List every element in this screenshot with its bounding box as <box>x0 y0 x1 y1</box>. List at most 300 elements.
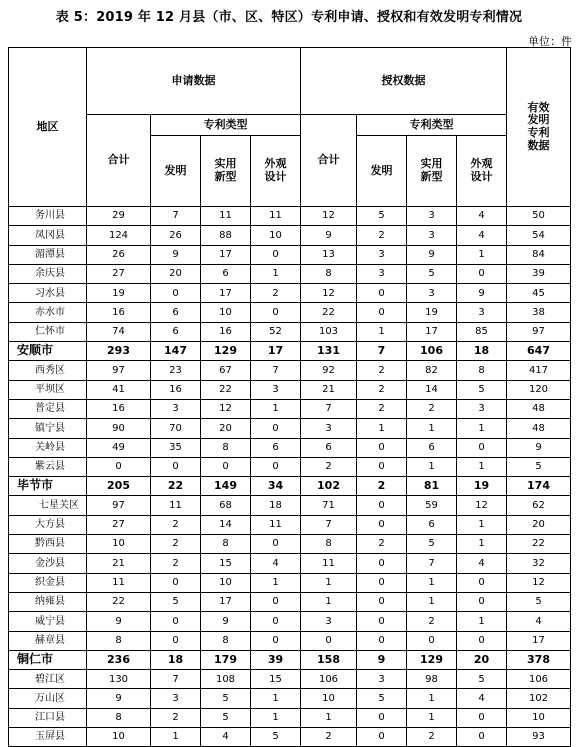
value-cell: 3 <box>357 245 407 264</box>
table-row <box>9 728 571 747</box>
header-region: 地区 <box>9 48 87 207</box>
value-cell: 1 <box>151 728 201 747</box>
value-cell: 129 <box>407 650 457 669</box>
value-cell: 10 <box>251 226 301 245</box>
value-cell: 0 <box>457 438 507 457</box>
value-cell: 0 <box>457 264 507 283</box>
value-cell: 17 <box>507 631 571 650</box>
table-row <box>9 207 571 226</box>
value-cell: 62 <box>507 496 571 515</box>
header-apply-utility <box>201 136 251 207</box>
value-cell: 378 <box>507 650 571 669</box>
value-cell: 1 <box>301 708 357 727</box>
header-grant-design <box>457 136 507 207</box>
value-cell: 9 <box>407 245 457 264</box>
value-cell: 3 <box>407 226 457 245</box>
value-cell: 2 <box>357 226 407 245</box>
value-cell: 70 <box>151 419 201 438</box>
region-name-cell: 赤水市 <box>9 303 87 322</box>
value-cell: 8 <box>87 708 151 727</box>
value-cell: 52 <box>251 322 301 341</box>
value-cell: 647 <box>507 342 571 361</box>
value-cell: 8 <box>201 631 251 650</box>
value-cell: 68 <box>201 496 251 515</box>
table-row <box>9 303 571 322</box>
table-row <box>9 361 571 380</box>
table-row <box>9 399 571 418</box>
value-cell: 7 <box>151 207 201 226</box>
value-cell: 81 <box>407 477 457 496</box>
patent-table <box>8 47 571 747</box>
value-cell: 17 <box>201 284 251 303</box>
value-cell: 149 <box>201 477 251 496</box>
value-cell: 12 <box>301 207 357 226</box>
value-cell: 12 <box>201 399 251 418</box>
header-grant-invention: 发明 <box>357 136 407 207</box>
value-cell: 0 <box>357 554 407 573</box>
value-cell: 98 <box>407 670 457 689</box>
value-cell: 1 <box>251 399 301 418</box>
city-row <box>9 342 571 361</box>
value-cell: 10 <box>507 708 571 727</box>
value-cell: 0 <box>357 457 407 476</box>
value-cell: 27 <box>87 264 151 283</box>
value-cell: 20 <box>201 419 251 438</box>
value-cell: 4 <box>251 554 301 573</box>
value-cell: 22 <box>87 592 151 611</box>
value-cell: 0 <box>357 438 407 457</box>
value-cell: 71 <box>301 496 357 515</box>
value-cell: 174 <box>507 477 571 496</box>
value-cell: 22 <box>301 303 357 322</box>
region-name-cell: 西秀区 <box>9 361 87 380</box>
value-cell: 0 <box>251 245 301 264</box>
value-cell: 6 <box>407 515 457 534</box>
table-row <box>9 496 571 515</box>
table-row <box>9 689 571 708</box>
value-cell: 5 <box>507 457 571 476</box>
value-cell: 97 <box>507 322 571 341</box>
region-name-cell: 赫章县 <box>9 631 87 650</box>
value-cell: 17 <box>201 245 251 264</box>
table-row <box>9 573 571 592</box>
value-cell: 5 <box>407 264 457 283</box>
unit-label: 单位：件 <box>528 35 572 48</box>
value-cell: 0 <box>457 631 507 650</box>
table-row <box>9 592 571 611</box>
value-cell: 26 <box>151 226 201 245</box>
header-apply: 申请数据 <box>87 48 301 115</box>
value-cell: 5 <box>251 728 301 747</box>
value-cell: 5 <box>357 689 407 708</box>
value-cell: 129 <box>201 342 251 361</box>
value-cell: 0 <box>151 457 201 476</box>
value-cell: 2 <box>357 535 407 554</box>
value-cell: 20 <box>507 515 571 534</box>
value-cell: 0 <box>357 592 407 611</box>
value-cell: 17 <box>251 342 301 361</box>
value-cell: 7 <box>251 361 301 380</box>
value-cell: 8 <box>87 631 151 650</box>
value-cell: 1 <box>407 457 457 476</box>
value-cell: 17 <box>407 322 457 341</box>
value-cell: 19 <box>407 303 457 322</box>
value-cell: 35 <box>151 438 201 457</box>
value-cell: 0 <box>357 496 407 515</box>
value-cell: 8 <box>457 361 507 380</box>
header-grant-utility <box>407 136 457 207</box>
value-cell: 0 <box>357 573 407 592</box>
region-name-cell: 镇宁县 <box>9 419 87 438</box>
value-cell: 34 <box>251 477 301 496</box>
table-row <box>9 457 571 476</box>
value-cell: 10 <box>201 573 251 592</box>
value-cell: 2 <box>357 477 407 496</box>
value-cell: 6 <box>151 303 201 322</box>
region-name-cell: 务川县 <box>9 207 87 226</box>
value-cell: 179 <box>201 650 251 669</box>
table-row <box>9 515 571 534</box>
value-cell: 15 <box>201 554 251 573</box>
value-cell: 9 <box>457 284 507 303</box>
region-name-cell: 铜仁市 <box>9 650 87 669</box>
value-cell: 4 <box>457 689 507 708</box>
header-apply-invention: 发明 <box>151 136 201 207</box>
city-row <box>9 650 571 669</box>
value-cell: 4 <box>507 612 571 631</box>
table-row <box>9 438 571 457</box>
value-cell: 2 <box>151 535 201 554</box>
region-name-cell: 碧江区 <box>9 670 87 689</box>
value-cell: 12 <box>457 496 507 515</box>
value-cell: 2 <box>251 284 301 303</box>
value-cell: 21 <box>87 554 151 573</box>
value-cell: 8 <box>301 264 357 283</box>
value-cell: 16 <box>201 322 251 341</box>
value-cell: 22 <box>151 477 201 496</box>
value-cell: 1 <box>457 612 507 631</box>
value-cell: 7 <box>407 554 457 573</box>
value-cell: 4 <box>457 554 507 573</box>
value-cell: 0 <box>357 708 407 727</box>
value-cell: 18 <box>251 496 301 515</box>
value-cell: 14 <box>201 515 251 534</box>
value-cell: 88 <box>201 226 251 245</box>
value-cell: 7 <box>301 515 357 534</box>
value-cell: 2 <box>301 728 357 747</box>
value-cell: 3 <box>151 689 201 708</box>
value-cell: 97 <box>87 361 151 380</box>
value-cell: 22 <box>507 535 571 554</box>
value-cell: 3 <box>407 207 457 226</box>
region-name-cell: 金沙县 <box>9 554 87 573</box>
region-name-cell: 大方县 <box>9 515 87 534</box>
value-cell: 39 <box>251 650 301 669</box>
value-cell: 1 <box>251 689 301 708</box>
value-cell: 9 <box>87 612 151 631</box>
value-cell: 1 <box>301 592 357 611</box>
value-cell: 92 <box>301 361 357 380</box>
value-cell: 236 <box>87 650 151 669</box>
value-cell: 2 <box>357 380 407 399</box>
value-cell: 0 <box>407 631 457 650</box>
value-cell: 0 <box>357 612 407 631</box>
value-cell: 82 <box>407 361 457 380</box>
value-cell: 2 <box>151 554 201 573</box>
value-cell: 2 <box>357 361 407 380</box>
value-cell: 4 <box>457 207 507 226</box>
value-cell: 6 <box>151 322 201 341</box>
table-row <box>9 708 571 727</box>
header-grant-type: 专利类型 <box>357 115 507 136</box>
value-cell: 23 <box>151 361 201 380</box>
table-row <box>9 670 571 689</box>
value-cell: 93 <box>507 728 571 747</box>
value-cell: 10 <box>87 728 151 747</box>
value-cell: 0 <box>151 612 201 631</box>
header-grant: 授权数据 <box>301 48 507 115</box>
header-apply-utility-text: 实用新型 <box>214 157 237 183</box>
value-cell: 85 <box>457 322 507 341</box>
value-cell: 11 <box>87 573 151 592</box>
value-cell: 5 <box>201 708 251 727</box>
value-cell: 48 <box>507 419 571 438</box>
value-cell: 11 <box>251 207 301 226</box>
region-name-cell: 玉屏县 <box>9 728 87 747</box>
value-cell: 7 <box>301 399 357 418</box>
value-cell: 0 <box>251 631 301 650</box>
value-cell: 103 <box>301 322 357 341</box>
table-row <box>9 380 571 399</box>
value-cell: 130 <box>87 670 151 689</box>
value-cell: 1 <box>457 457 507 476</box>
table-row <box>9 631 571 650</box>
value-cell: 124 <box>87 226 151 245</box>
value-cell: 8 <box>301 535 357 554</box>
value-cell: 1 <box>251 264 301 283</box>
value-cell: 293 <box>87 342 151 361</box>
header-valid-invention <box>507 48 571 207</box>
value-cell: 14 <box>407 380 457 399</box>
region-name-cell: 凤冈县 <box>9 226 87 245</box>
value-cell: 147 <box>151 342 201 361</box>
value-cell: 54 <box>507 226 571 245</box>
value-cell: 0 <box>357 631 407 650</box>
value-cell: 45 <box>507 284 571 303</box>
table-body <box>9 207 571 747</box>
value-cell: 41 <box>87 380 151 399</box>
value-cell: 6 <box>251 438 301 457</box>
region-name-cell: 普定县 <box>9 399 87 418</box>
value-cell: 48 <box>507 399 571 418</box>
value-cell: 84 <box>507 245 571 264</box>
region-name-cell: 湄潭县 <box>9 245 87 264</box>
value-cell: 0 <box>251 457 301 476</box>
value-cell: 0 <box>357 284 407 303</box>
value-cell: 9 <box>87 689 151 708</box>
value-cell: 0 <box>457 708 507 727</box>
table-row <box>9 284 571 303</box>
value-cell: 16 <box>87 303 151 322</box>
value-cell: 2 <box>407 728 457 747</box>
region-name-cell: 余庆县 <box>9 264 87 283</box>
value-cell: 3 <box>151 399 201 418</box>
value-cell: 2 <box>357 399 407 418</box>
header-grant-total: 合计 <box>301 115 357 207</box>
value-cell: 2 <box>151 515 201 534</box>
value-cell: 1 <box>457 515 507 534</box>
value-cell: 5 <box>357 207 407 226</box>
value-cell: 16 <box>87 399 151 418</box>
value-cell: 3 <box>357 670 407 689</box>
value-cell: 2 <box>407 612 457 631</box>
value-cell: 16 <box>151 380 201 399</box>
value-cell: 5 <box>151 592 201 611</box>
value-cell: 205 <box>87 477 151 496</box>
header-grant-design-text: 外观设计 <box>470 157 493 183</box>
region-name-cell: 纳雍县 <box>9 592 87 611</box>
value-cell: 90 <box>87 419 151 438</box>
region-name-cell: 习水县 <box>9 284 87 303</box>
header-apply-design <box>251 136 301 207</box>
table-row <box>9 535 571 554</box>
value-cell: 3 <box>407 284 457 303</box>
value-cell: 1 <box>407 708 457 727</box>
value-cell: 3 <box>301 612 357 631</box>
value-cell: 0 <box>357 515 407 534</box>
value-cell: 9 <box>151 245 201 264</box>
value-cell: 21 <box>301 380 357 399</box>
value-cell: 29 <box>87 207 151 226</box>
value-cell: 158 <box>301 650 357 669</box>
value-cell: 1 <box>457 419 507 438</box>
value-cell: 0 <box>357 728 407 747</box>
value-cell: 0 <box>87 457 151 476</box>
value-cell: 50 <box>507 207 571 226</box>
value-cell: 1 <box>357 419 407 438</box>
value-cell: 6 <box>407 438 457 457</box>
value-cell: 1 <box>407 592 457 611</box>
value-cell: 39 <box>507 264 571 283</box>
value-cell: 0 <box>151 284 201 303</box>
value-cell: 11 <box>201 207 251 226</box>
value-cell: 12 <box>301 284 357 303</box>
table-row <box>9 612 571 631</box>
value-cell: 0 <box>301 631 357 650</box>
value-cell: 7 <box>151 670 201 689</box>
value-cell: 8 <box>201 438 251 457</box>
region-name-cell: 万山区 <box>9 689 87 708</box>
value-cell: 67 <box>201 361 251 380</box>
region-name-cell: 紫云县 <box>9 457 87 476</box>
value-cell: 1 <box>457 535 507 554</box>
table-row <box>9 264 571 283</box>
region-name-cell: 威宁县 <box>9 612 87 631</box>
value-cell: 12 <box>507 573 571 592</box>
value-cell: 3 <box>457 399 507 418</box>
value-cell: 0 <box>251 535 301 554</box>
value-cell: 102 <box>301 477 357 496</box>
value-cell: 2 <box>407 399 457 418</box>
value-cell: 1 <box>407 689 457 708</box>
region-name-cell: 平坝区 <box>9 380 87 399</box>
value-cell: 27 <box>87 515 151 534</box>
header-valid-text: 有效发明专利数据 <box>527 100 550 152</box>
value-cell: 97 <box>87 496 151 515</box>
value-cell: 5 <box>457 380 507 399</box>
value-cell: 9 <box>201 612 251 631</box>
value-cell: 11 <box>151 496 201 515</box>
value-cell: 5 <box>457 670 507 689</box>
region-name-cell: 安顺市 <box>9 342 87 361</box>
value-cell: 17 <box>201 592 251 611</box>
value-cell: 4 <box>457 226 507 245</box>
value-cell: 3 <box>457 303 507 322</box>
city-row <box>9 477 571 496</box>
value-cell: 10 <box>87 535 151 554</box>
value-cell: 10 <box>201 303 251 322</box>
value-cell: 108 <box>201 670 251 689</box>
value-cell: 0 <box>151 573 201 592</box>
value-cell: 0 <box>457 728 507 747</box>
value-cell: 102 <box>507 689 571 708</box>
value-cell: 59 <box>407 496 457 515</box>
value-cell: 7 <box>357 342 407 361</box>
value-cell: 1 <box>357 322 407 341</box>
value-cell: 106 <box>301 670 357 689</box>
value-cell: 5 <box>201 689 251 708</box>
value-cell: 0 <box>457 592 507 611</box>
value-cell: 49 <box>87 438 151 457</box>
value-cell: 3 <box>357 264 407 283</box>
value-cell: 9 <box>507 438 571 457</box>
table-row <box>9 226 571 245</box>
value-cell: 1 <box>301 573 357 592</box>
value-cell: 18 <box>457 342 507 361</box>
value-cell: 5 <box>507 592 571 611</box>
value-cell: 13 <box>301 245 357 264</box>
value-cell: 5 <box>407 535 457 554</box>
value-cell: 0 <box>151 631 201 650</box>
value-cell: 6 <box>301 438 357 457</box>
value-cell: 6 <box>201 264 251 283</box>
value-cell: 1 <box>251 708 301 727</box>
value-cell: 1 <box>251 573 301 592</box>
value-cell: 106 <box>507 670 571 689</box>
region-name-cell: 织金县 <box>9 573 87 592</box>
value-cell: 4 <box>201 728 251 747</box>
value-cell: 131 <box>301 342 357 361</box>
region-name-cell: 仁怀市 <box>9 322 87 341</box>
value-cell: 11 <box>301 554 357 573</box>
value-cell: 74 <box>87 322 151 341</box>
table-title: 表 5：2019 年 12 月县（市、区、特区）专利申请、授权和有效发明专利情况 <box>55 10 523 25</box>
value-cell: 3 <box>251 380 301 399</box>
value-cell: 22 <box>201 380 251 399</box>
value-cell: 26 <box>87 245 151 264</box>
region-name-cell: 七星关区 <box>9 496 87 515</box>
value-cell: 10 <box>301 689 357 708</box>
value-cell: 8 <box>201 535 251 554</box>
value-cell: 9 <box>301 226 357 245</box>
value-cell: 2 <box>151 708 201 727</box>
value-cell: 0 <box>251 592 301 611</box>
value-cell: 0 <box>357 303 407 322</box>
value-cell: 106 <box>407 342 457 361</box>
value-cell: 32 <box>507 554 571 573</box>
header-apply-design-text: 外观设计 <box>264 157 287 183</box>
value-cell: 2 <box>301 457 357 476</box>
